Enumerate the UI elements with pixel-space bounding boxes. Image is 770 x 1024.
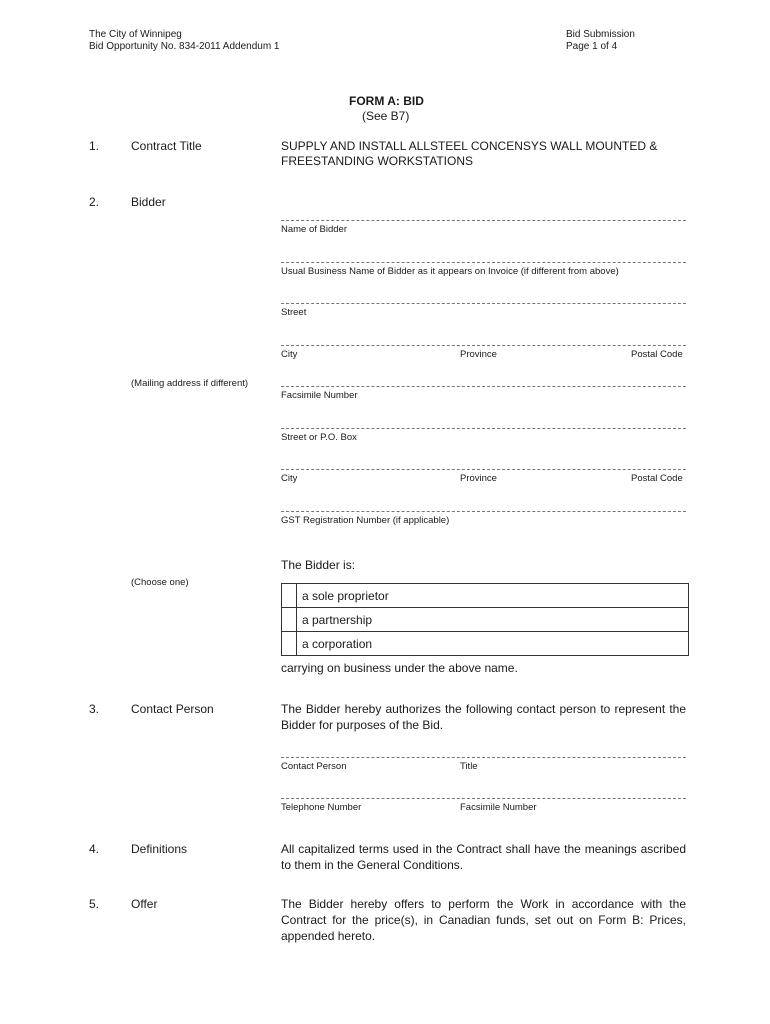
facsimile-label: Facsimile Number — [281, 390, 358, 401]
contact-person-label: Contact Person — [281, 761, 347, 772]
bidder-type-row — [282, 608, 689, 632]
usual-business-name-input[interactable] — [281, 262, 686, 263]
section-4-number: 4. — [89, 842, 100, 856]
street-po-box-label: Street or P.O. Box — [281, 432, 357, 443]
mailing-province-label: Province — [460, 473, 497, 484]
header-page-number: Page 1 of 4 — [566, 41, 618, 52]
section-3-number: 3. — [89, 702, 100, 716]
street-po-box-input[interactable] — [281, 428, 686, 429]
section-1-number: 1. — [89, 139, 100, 153]
carrying-on-business-text: carrying on business under the above name. — [281, 661, 518, 675]
section-2-number: 2. — [89, 195, 100, 209]
form-title: FORM A: BID — [349, 94, 424, 108]
name-of-bidder-label: Name of Bidder — [281, 224, 348, 235]
province-label: Province — [460, 349, 497, 360]
telephone-label: Telephone Number — [281, 802, 362, 813]
contact-person-title-input[interactable] — [281, 757, 686, 758]
bidder-type-table — [281, 583, 689, 656]
corporation-checkbox[interactable] — [282, 632, 297, 656]
telephone-fax-input[interactable] — [281, 798, 686, 799]
bidder-type-row — [282, 632, 689, 656]
sole-proprietor-label: a sole proprietor — [297, 584, 689, 608]
definitions-text: All capitalized terms used in the Contract shall have the meanings ascribed to them in the General Conditions. — [281, 842, 686, 872]
contract-title-line1: SUPPLY AND INSTALL ALLSTEEL CONCENSYS WALL MOUNTED & — [281, 139, 658, 153]
section-5-number: 5. — [89, 897, 100, 911]
contact-title-label: Title — [460, 761, 478, 772]
gst-number-input[interactable] — [281, 511, 686, 512]
postal-code-label: Postal Code — [631, 349, 683, 360]
mailing-city-province-postal-input[interactable] — [281, 469, 686, 470]
name-of-bidder-input[interactable] — [281, 220, 686, 221]
corporation-label: a corporation — [297, 632, 689, 656]
contact-facsimile-label: Facsimile Number — [460, 802, 537, 813]
form-subtitle: (See B7) — [362, 109, 410, 123]
section-3-label: Contact Person — [131, 702, 214, 716]
section-2-label: Bidder — [131, 195, 166, 209]
header-bid-submission: Bid Submission — [566, 29, 635, 40]
section-4-label: Definitions — [131, 842, 188, 856]
bidder-is-heading: The Bidder is: — [281, 558, 356, 572]
sole-proprietor-checkbox[interactable] — [282, 584, 297, 608]
header-bid-opportunity: Bid Opportunity No. 834-2011 Addendum 1 — [89, 41, 280, 52]
section-1-label: Contract Title — [131, 139, 202, 153]
partnership-label: a partnership — [297, 608, 689, 632]
facsimile-input[interactable] — [281, 386, 686, 387]
partnership-checkbox[interactable] — [282, 608, 297, 632]
bidder-type-row — [282, 584, 689, 608]
street-label: Street — [281, 307, 307, 318]
street-input[interactable] — [281, 303, 686, 304]
mailing-city-label: City — [281, 473, 298, 484]
mailing-address-note: (Mailing address if different) — [131, 378, 249, 389]
header-city: The City of Winnipeg — [89, 29, 182, 40]
contract-title-line2: FREESTANDING WORKSTATIONS — [281, 154, 474, 168]
gst-number-label: GST Registration Number (if applicable) — [281, 515, 450, 526]
mailing-postal-code-label: Postal Code — [631, 473, 683, 484]
city-province-postal-input[interactable] — [281, 345, 686, 346]
city-label: City — [281, 349, 298, 360]
contact-person-text: The Bidder hereby authorizes the following contact person to represent the Bidder for purposes of the Bid. — [281, 702, 686, 732]
section-5-label: Offer — [131, 897, 158, 911]
choose-one-note: (Choose one) — [131, 577, 189, 588]
usual-business-name-label: Usual Business Name of Bidder as it appears on Invoice (if different from above) — [281, 266, 619, 277]
offer-text: The Bidder hereby offers to perform the Work in accordance with the Contract for the price(s), in Canadian funds, set out on Form B: Prices, appended hereto. — [281, 897, 686, 943]
